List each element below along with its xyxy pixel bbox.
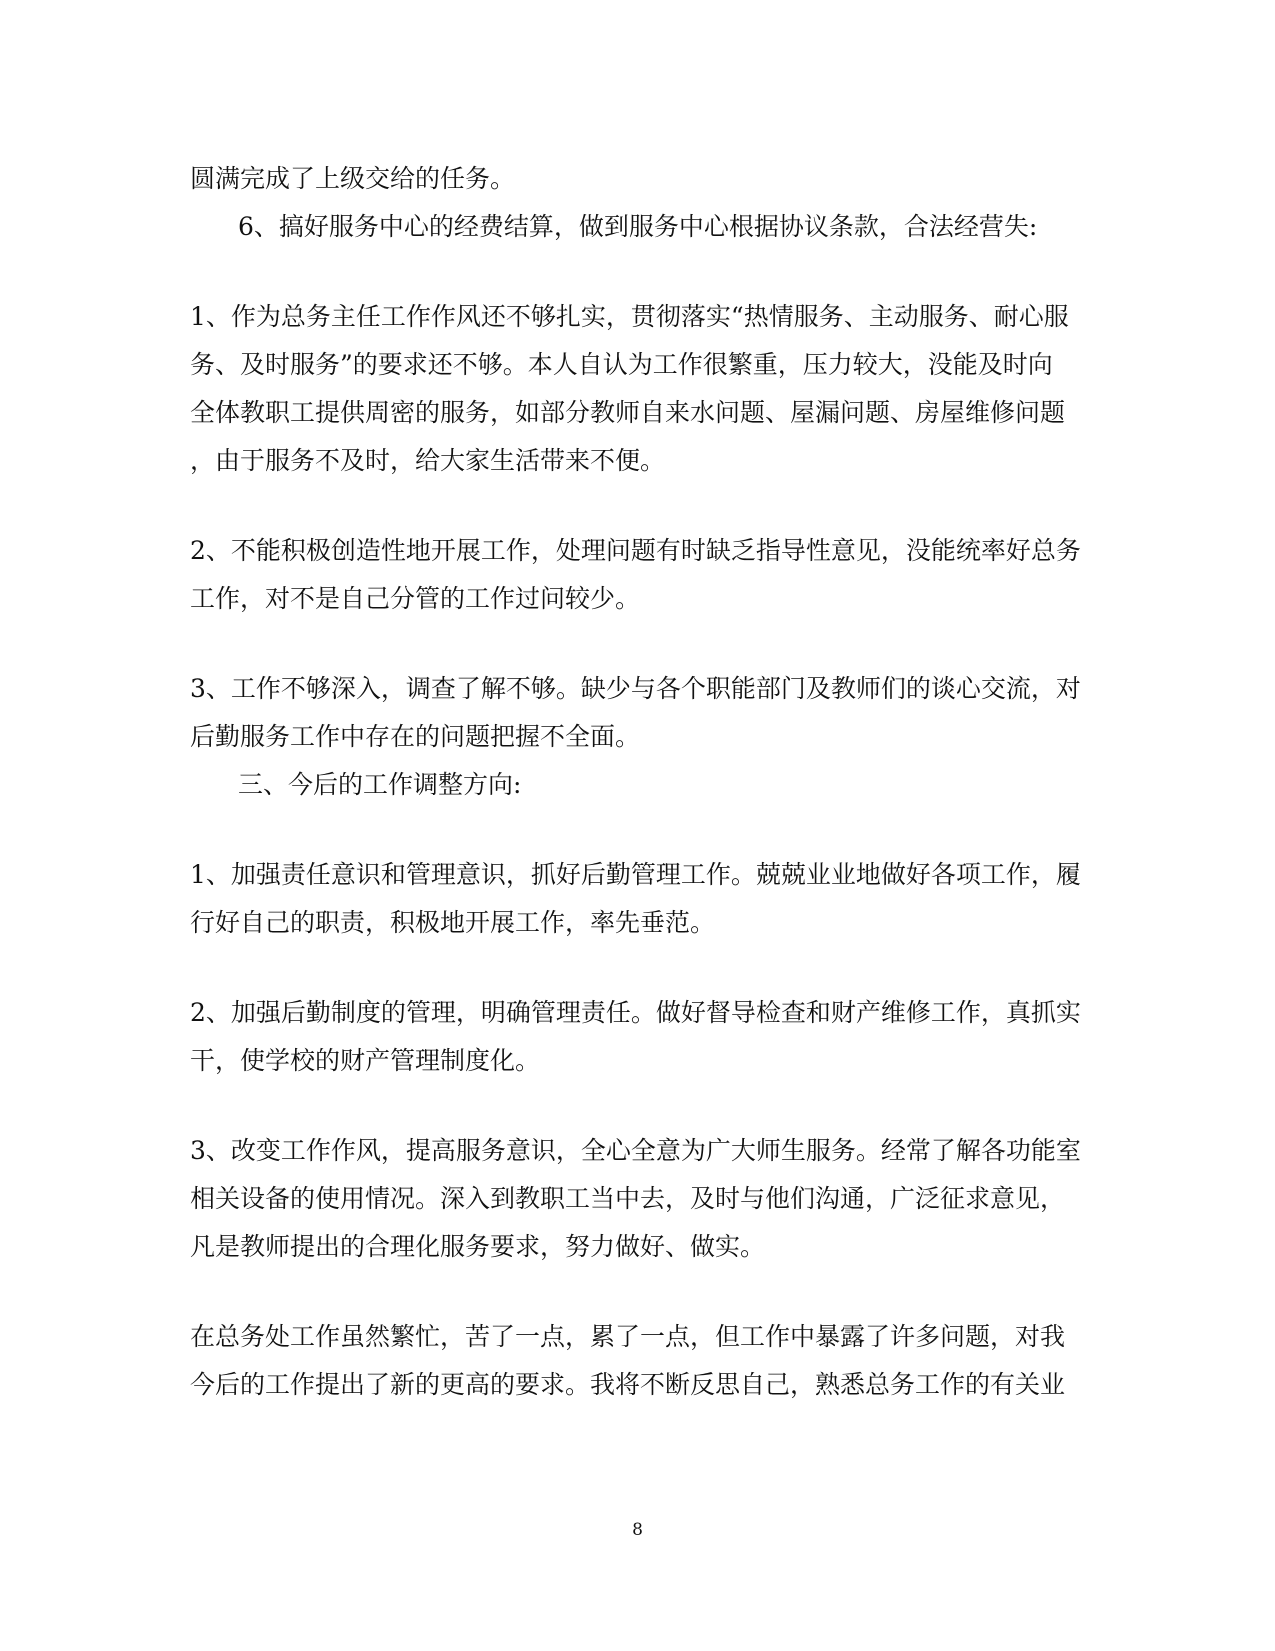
- text-line: 1、作为总务主任工作作风还不够扎实，贯彻落实“热情服务、主动服务、耐心服: [190, 302, 1069, 331]
- text-line: 3、工作不够深入，调查了解不够。缺少与各个职能部门及教师们的谈心交流，对: [190, 674, 1081, 703]
- text-line: 干，使学校的财产管理制度化。: [190, 1046, 541, 1075]
- text-line: 行好自己的职责，积极地开展工作，率先垂范。: [190, 908, 716, 937]
- page-number: 8: [632, 1520, 643, 1540]
- text-line: 务、及时服务”的要求还不够。本人自认为工作很繁重，压力较大，没能及时向: [190, 350, 1053, 379]
- text-line: 凡是教师提出的合理化服务要求，努力做好、做实。: [190, 1232, 766, 1261]
- text-line: 今后的工作提出了新的更高的要求。我将不断反思自己，熟悉总务工作的有关业: [190, 1370, 1066, 1399]
- text-line: 后勤服务工作中存在的问题把握不全面。: [190, 722, 641, 751]
- section-heading: 三、今后的工作调整方向:: [238, 770, 522, 799]
- text-line: 2、不能积极创造性地开展工作，处理问题有时缺乏指导性意见，没能统率好总务: [190, 536, 1081, 565]
- text-line: ，由于服务不及时，给大家生活带来不便。: [190, 446, 666, 475]
- text-line: 2、加强后勤制度的管理，明确管理责任。做好督导检查和财产维修工作，真抓实: [190, 998, 1081, 1027]
- text-line: 圆满完成了上级交给的任务。: [190, 164, 516, 193]
- text-line: 在总务处工作虽然繁忙，苦了一点，累了一点，但工作中暴露了许多问题，对我: [190, 1322, 1066, 1351]
- text-line: 相关设备的使用情况。深入到教职工当中去，及时与他们沟通，广泛征求意见，: [190, 1184, 1066, 1213]
- text-line: 3、改变工作作风，提高服务意识，全心全意为广大师生服务。经常了解各功能室: [190, 1136, 1081, 1165]
- text-line: 1、加强责任意识和管理意识，抓好后勤管理工作。兢兢业业地做好各项工作，履: [190, 860, 1081, 889]
- text-line: 工作，对不是自己分管的工作过问较少。: [190, 584, 641, 613]
- text-line: 6、搞好服务中心的经费结算，做到服务中心根据协议条款，合法经营失:: [238, 212, 1038, 241]
- text-line: 全体教职工提供周密的服务，如部分教师自来水问题、屋漏问题、房屋维修问题: [190, 398, 1066, 427]
